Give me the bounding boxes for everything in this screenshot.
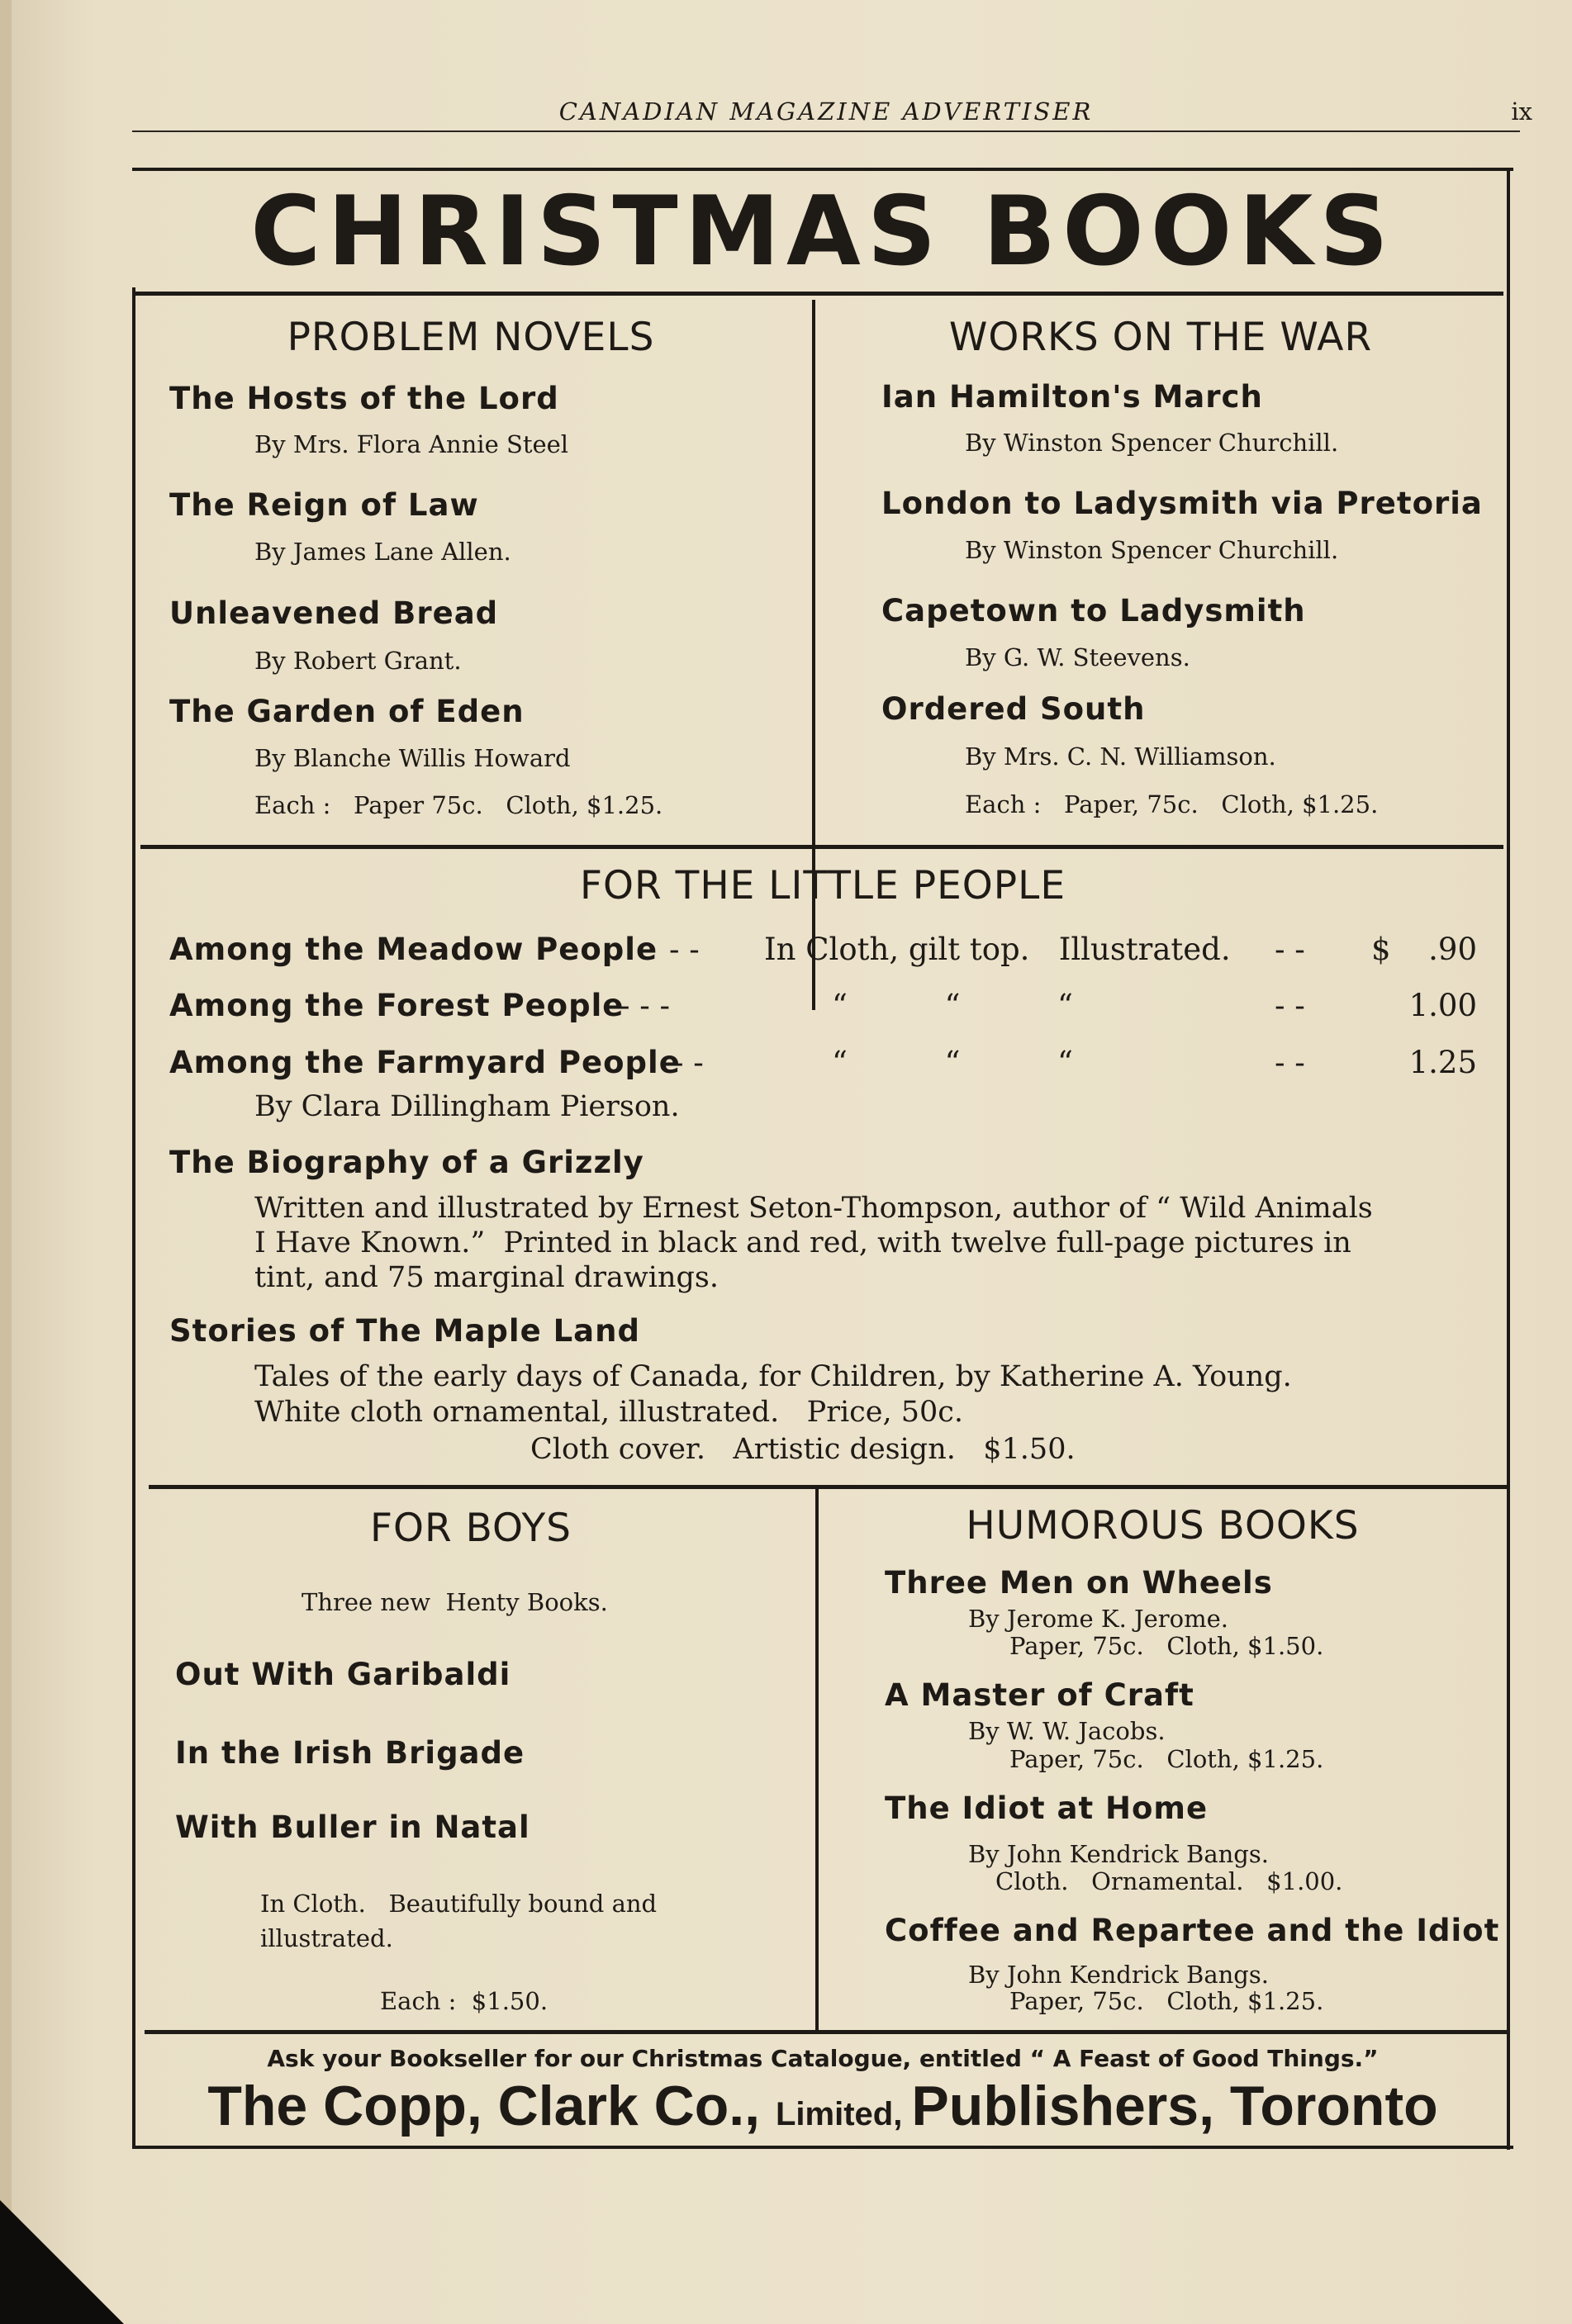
humorous-books-heading: HUMOROUS BOOKS (966, 1503, 1360, 1549)
leader-dashes: - - (1275, 932, 1305, 967)
book-title: Out With Garibaldi (175, 1657, 511, 1692)
publisher-imprint (132, 2075, 1513, 2137)
page-corner-shadow (0, 2200, 124, 2324)
book-title: Three Men on Wheels (885, 1565, 1273, 1601)
publisher-location: Publishers, Toronto (911, 2075, 1438, 2137)
book-author: By Blanche Willis Howard (254, 744, 571, 772)
works-on-war-heading: WORKS ON THE WAR (948, 315, 1373, 360)
book-author: By John Kendrick Bangs. (968, 1961, 1269, 1989)
book-title: Coffee and Repartee and the Idiot (885, 1913, 1500, 1948)
book-title: The Reign of Law (169, 487, 479, 523)
book-author: By Winston Spencer Churchill. (965, 429, 1339, 457)
leader-dashes: - - (673, 1045, 704, 1080)
book-title: In the Irish Brigade (175, 1735, 525, 1771)
book-title: London to Ladysmith via Pretoria (881, 486, 1483, 521)
price: 1.00 (1408, 988, 1477, 1023)
price: 1.25 (1408, 1045, 1477, 1080)
headline-rule (132, 292, 1503, 296)
book-title: Unleavened Bread (169, 595, 499, 631)
section-rule (145, 2030, 1508, 2034)
book-title: Among the Meadow People (169, 932, 658, 967)
book-author: By James Lane Allen. (254, 538, 511, 566)
book-title: Capetown to Ladysmith (881, 593, 1306, 628)
book-title: A Master of Craft (885, 1677, 1194, 1713)
section-rule (140, 845, 1503, 849)
publisher-name: The Copp, Clark Co., (207, 2075, 776, 2137)
little-people-heading: FOR THE LITTLE PEOPLE (579, 863, 1066, 908)
book-title: Among the Farmyard People (169, 1045, 681, 1080)
book-author: By Winston Spencer Churchill. (965, 536, 1339, 564)
binding-note: illustrated. (260, 1924, 393, 1952)
binding-description: In Cloth, gilt top. Illustrated. (764, 932, 1231, 967)
book-author: By John Kendrick Bangs. (968, 1840, 1269, 1868)
description-line: White cloth ornamental, illustrated. Price, 50c. (254, 1396, 963, 1429)
description-line: Cloth cover. Artistic design. $1.50. (530, 1433, 1076, 1466)
page-spine (0, 0, 12, 2324)
running-head (132, 97, 1532, 132)
advertisement-frame (132, 168, 1513, 2150)
catalogue-request: Ask your Bookseller for our Christmas Catalogue, entitled “ A Feast of Good Things.” (267, 2045, 1379, 2072)
leader-dashes: - - (1275, 1045, 1305, 1080)
for-boys-heading: FOR BOYS (369, 1506, 572, 1551)
column-divider-bottom (815, 1489, 819, 2030)
book-author: By Robert Grant. (254, 647, 462, 675)
frame-right-rule (1507, 168, 1510, 2150)
book-title: The Hosts of the Lord (169, 381, 559, 416)
running-head-title: CANADIAN MAGAZINE ADVERTISER (558, 97, 1094, 126)
price-line: Paper, 75c. Cloth, $1.50. (1009, 1632, 1324, 1660)
page-number: ix (1511, 97, 1532, 126)
price-line: Each : Paper, 75c. Cloth, $1.25. (965, 790, 1379, 818)
binding-note: In Cloth. Beautifully bound and (260, 1890, 658, 1918)
price-line: Paper, 75c. Cloth, $1.25. (1009, 1987, 1324, 2015)
currency-sign: $ (1371, 932, 1391, 967)
price: .90 (1428, 932, 1477, 967)
book-author: By Clara Dillingham Pierson. (254, 1090, 680, 1123)
book-title: Among the Forest People (169, 988, 625, 1023)
price-line: Each : Paper 75c. Cloth, $1.25. (254, 791, 663, 819)
book-author: By G. W. Steevens. (965, 643, 1190, 671)
frame-left-rule (132, 287, 135, 2146)
book-title: The Garden of Eden (169, 694, 525, 729)
price-line: Paper, 75c. Cloth, $1.25. (1009, 1745, 1324, 1773)
book-title: The Biography of a Grizzly (169, 1145, 644, 1180)
ditto-marks: “ “ “ (832, 1045, 1073, 1080)
headline: CHRISTMAS BOOKS (250, 176, 1395, 287)
book-title: Stories of The Maple Land (169, 1313, 640, 1349)
problem-novels-heading: PROBLEM NOVELS (287, 315, 655, 360)
book-title: Ordered South (881, 691, 1146, 727)
publisher-limited: Limited, (775, 2096, 912, 2132)
leader-dashes: - - (669, 932, 700, 967)
description-line: tint, and 75 marginal drawings. (254, 1261, 720, 1294)
section-rule (149, 1485, 1508, 1489)
henty-intro: Three new Henty Books. (302, 1588, 608, 1616)
price-line: Cloth. Ornamental. $1.00. (995, 1867, 1343, 1895)
price-line: Each : $1.50. (380, 1987, 549, 2015)
book-author: By Jerome K. Jerome. (968, 1605, 1228, 1633)
leader-dashes: - - - (620, 988, 671, 1023)
description-line: I Have Known.” Printed in black and red, with twelve full-page pictures in (254, 1226, 1351, 1259)
frame-top-rule (132, 168, 1513, 171)
book-author: By Mrs. C. N. Williamson. (965, 742, 1276, 771)
book-author: By W. W. Jacobs. (968, 1717, 1166, 1745)
frame-bottom-rule (132, 2146, 1513, 2149)
description-line: Tales of the early days of Canada, for Children, by Katherine A. Young. (254, 1360, 1292, 1393)
leader-dashes: - - (1275, 988, 1305, 1023)
book-author: By Mrs. Flora Annie Steel (254, 430, 569, 458)
book-title: Ian Hamilton's March (881, 379, 1263, 415)
book-title: The Idiot at Home (885, 1790, 1209, 1826)
book-title: With Buller in Natal (175, 1809, 530, 1845)
ditto-marks: “ “ “ (832, 988, 1073, 1023)
description-line: Written and illustrated by Ernest Seton-Thompson, author of “ Wild Animals (254, 1192, 1373, 1225)
